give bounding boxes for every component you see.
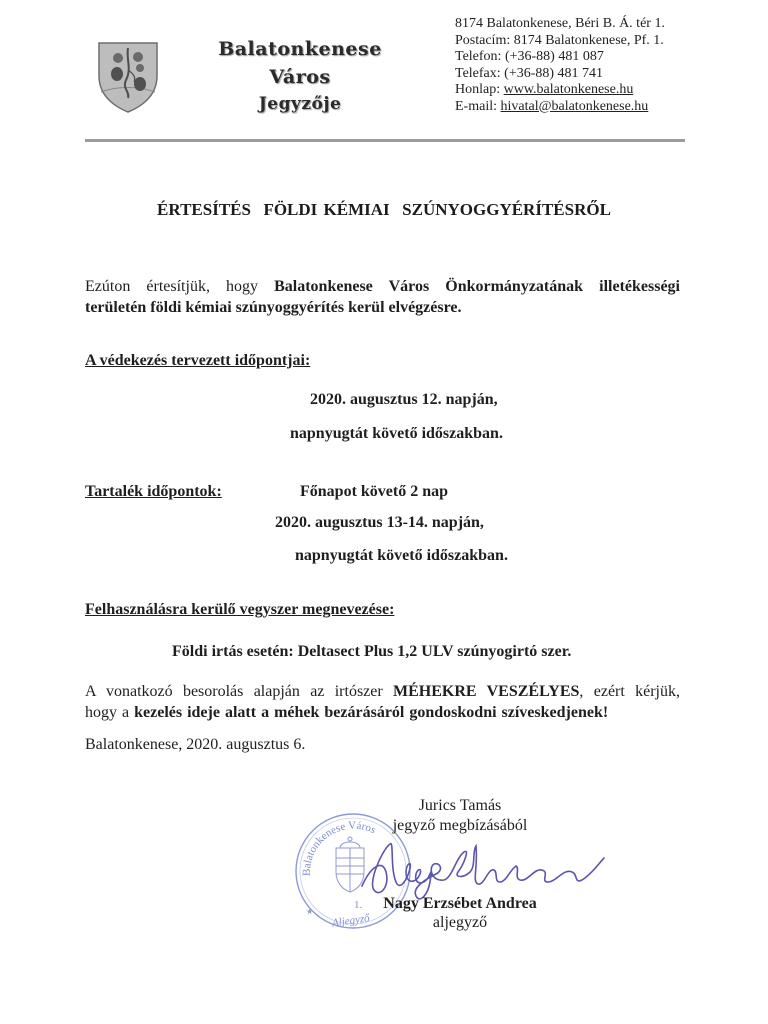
contact-website-row (455, 82, 665, 99)
contact-address: 8174 Balatonkenese, Béri B. Á. tér 1. (455, 16, 665, 31)
intro-line1 (85, 276, 680, 297)
coat-of-arms-icon (96, 40, 160, 114)
reserve-note: Főnapot követő 2 nap (300, 483, 449, 500)
chemical-name: Földi irtás esetén: Deltasect Plus 1,2 ULV szúnyogirtó szer. (172, 643, 572, 660)
reserve-heading-colon: : (216, 483, 222, 500)
reserve-dates-heading (85, 483, 222, 501)
intro-bold1: Balatonkenese Város Önkormányzatának illetékességi (274, 278, 680, 295)
reserve-heading-text: Tartalék időpontok (85, 483, 217, 500)
stamp-star-icon: ★ (306, 907, 314, 916)
warning-line1 (85, 681, 680, 702)
signer-name: Nagy Erzsébet Andrea (383, 895, 537, 912)
header-divider (85, 139, 685, 142)
warning-bold2: kezelés ideje alatt a méhek bezárásáról gondoskodni szíveskedjenek! (134, 704, 609, 721)
org-name-line3: Jegyzője (258, 94, 342, 114)
warning-text2: , ezért kérjük, (579, 683, 681, 700)
intro-paragraph (85, 276, 680, 318)
contact-phone: Telefon: (+36-88) 481 087 (455, 49, 604, 64)
website-link[interactable]: www.balatonkenese.hu (503, 82, 634, 97)
email-label: E-mail: (455, 98, 501, 114)
signer-title: aljegyző (432, 914, 488, 931)
planned-dates-heading: A védekezés tervezett időpontjai: (85, 352, 311, 369)
planned-date: 2020. augusztus 12. napján, (310, 391, 498, 408)
contact-email-row (455, 99, 665, 116)
warning-paragraph (85, 681, 680, 723)
planned-time: napnyugtát követő időszakban. (290, 425, 503, 442)
warning-text1: A vonatkozó besorolás alapján az irtószer (85, 683, 394, 700)
stamp-number: 1. (354, 899, 363, 911)
chemical-heading: Felhasználásra kerülő vegyszer megnevezése: (85, 601, 395, 618)
warning-text3: hogy a (85, 704, 135, 721)
stamp-text-bottom: Aljegyző (331, 912, 371, 930)
signature-name: Nagy Andrea (560, 906, 566, 907)
org-name-line2: Város (269, 66, 331, 88)
reserve-time: napnyugtát követő időszakban. (295, 547, 508, 564)
reserve-date: 2020. augusztus 13-14. napján, (275, 514, 484, 531)
contact-fax: Telefax: (+36-88) 481 741 (455, 65, 604, 81)
delegation-text: jegyző megbízásából (392, 817, 528, 834)
place-and-date: Balatonkenese, 2020. augusztus 6. (85, 736, 306, 753)
intro-bold2: területén földi kémiai szúnyoggyérítés kerül elvégzésre. (85, 299, 462, 316)
warning-bold1: MÉHEKRE VESZÉLYES (393, 683, 580, 700)
website-label: Honlap: (455, 82, 504, 97)
document-title: ÉRTESÍTÉS FÖLDI KÉMIAI SZÚNYOGGYÉRÍTÉSRŐL (157, 200, 611, 219)
contact-postal: Postacím: 8174 Balatonkenese, Pf. 1. (455, 32, 664, 48)
email-link[interactable]: hivatal@balatonkenese.hu (500, 98, 649, 114)
principal-name: Jurics Tamás (418, 797, 502, 814)
contact-block (455, 16, 665, 115)
intro-text: Ezúton értesítjük, hogy (85, 278, 275, 295)
org-name-line1: Balatonkenese (218, 38, 382, 60)
stamp-text-top: Balatonkenese Város (300, 819, 378, 877)
